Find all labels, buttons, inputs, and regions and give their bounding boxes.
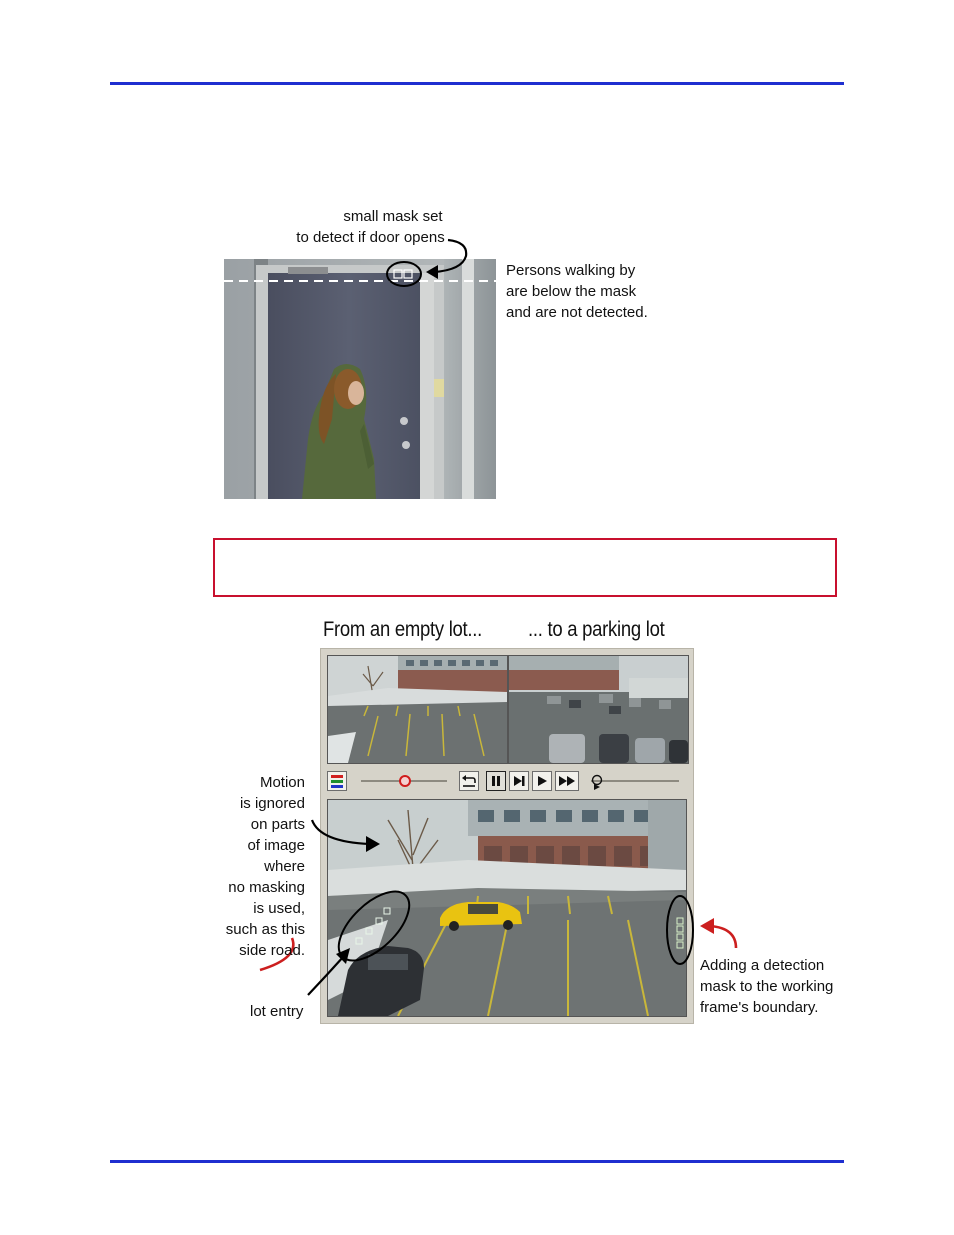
motion-note-line: of image	[247, 837, 305, 854]
detection-mask-note-line: mask to the working	[700, 978, 834, 995]
detection-mask-note-line: frame's boundary.	[700, 999, 819, 1016]
door-callout-arrow	[420, 230, 480, 280]
detection-mask-note	[700, 955, 833, 1018]
figure-heading-right: ... to a parking lot	[528, 618, 665, 641]
motion-note-line: is used,	[253, 900, 305, 917]
detection-mask-note-line: Adding a detection	[700, 957, 825, 974]
motion-note-line: side road.	[239, 942, 305, 959]
motion-note	[170, 772, 305, 961]
header-rule	[110, 82, 844, 85]
motion-note-line: is ignored	[239, 795, 305, 812]
motion-note-line: on parts	[250, 816, 305, 833]
figure-heading-left: From an empty lot...	[323, 618, 483, 641]
footer-rule	[110, 1160, 844, 1163]
motion-note-line: no masking	[228, 879, 305, 896]
warning-box	[213, 538, 837, 597]
motion-note-line: such as this	[225, 921, 305, 938]
empty-lot-thumbnail[interactable]	[327, 655, 508, 764]
door-right-note-line1: Persons walking by	[506, 262, 636, 279]
motion-note-line: Motion	[259, 774, 305, 791]
door-callout-line1: small mask set	[343, 208, 443, 225]
door-callout-line2: to detect if door opens	[296, 229, 445, 246]
lot-entry-label: lot entry	[250, 1003, 304, 1020]
motion-note-line: where	[264, 858, 305, 875]
door-right-note-line3: and are not detected.	[506, 304, 648, 321]
door-photo	[224, 259, 496, 499]
parking-lot-thumbnail[interactable]	[508, 655, 689, 764]
door-right-note-line2: are below the mask	[506, 283, 637, 300]
